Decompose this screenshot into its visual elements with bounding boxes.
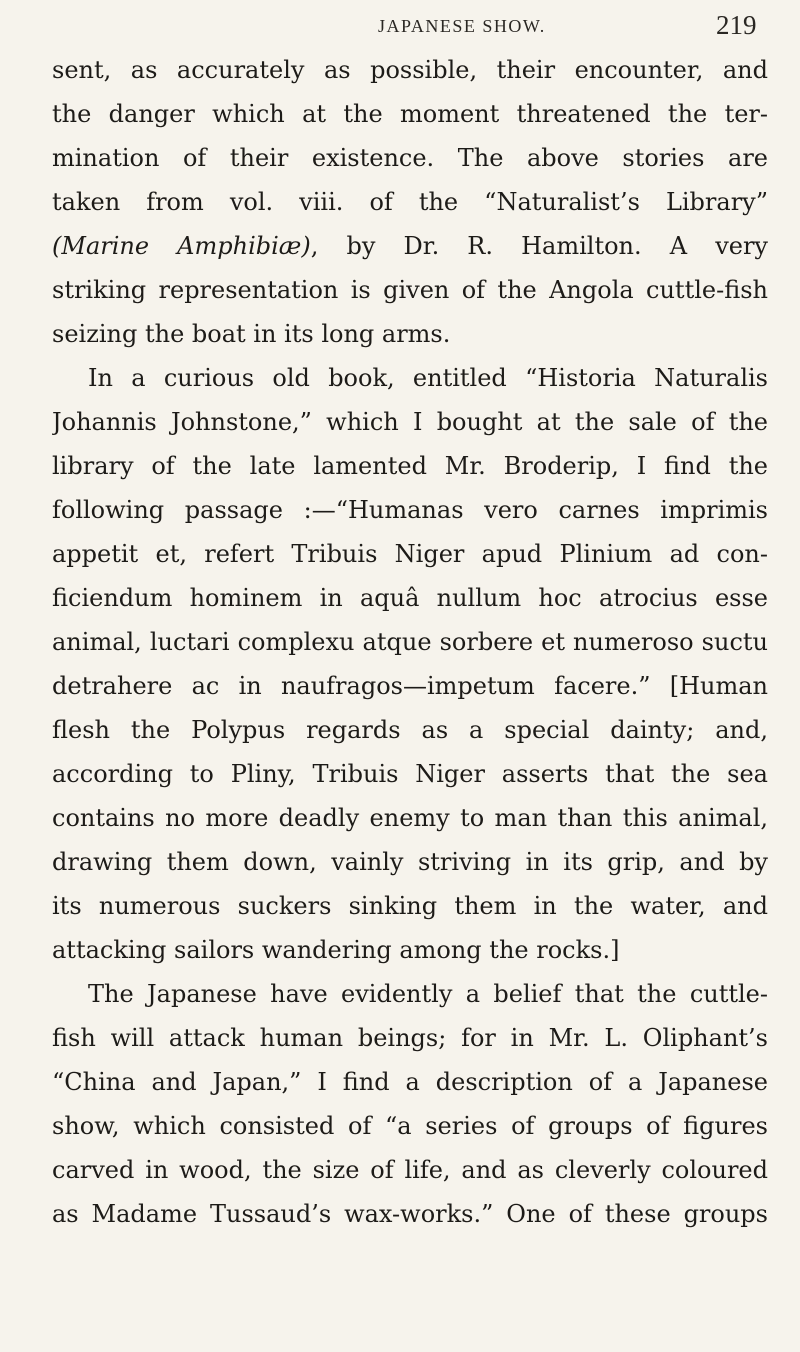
text-line: contains no more deadly enemy to man than this animal,	[52, 804, 768, 832]
text-line: taken from vol. viii. of the “Naturalist’s Library”	[52, 188, 768, 216]
text-line: appetit et, refert Tribuis Niger apud Plinium ad con-	[52, 540, 768, 568]
text-line: carved in wood, the size of life, and as cleverly coloured	[52, 1156, 768, 1184]
body-text	[52, 48, 768, 1236]
page-number: 219	[716, 10, 757, 40]
text-line: ficiendum hominem in aquâ nullum hoc atrocius esse	[52, 584, 768, 612]
text-line: the danger which at the moment threatened the ter-	[52, 100, 768, 128]
text-line: as Madame Tussaud’s wax-works.” One of these groups	[52, 1200, 768, 1228]
text-line: sent, as accurately as possible, their encounter, and	[52, 56, 768, 84]
text-line: detrahere ac in naufragos—impetum facere.” [Human	[52, 672, 768, 700]
text-line: animal, luctari complexu atque sorbere et numeroso suctu	[52, 628, 768, 656]
running-head	[0, 6, 800, 46]
text-line: In a curious old book, entitled “Historia Naturalis	[88, 364, 768, 392]
text-line: drawing them down, vainly striving in its grip, and by	[52, 848, 768, 876]
text-line: seizing the boat in its long arms.	[52, 320, 451, 348]
text-line-with-italic	[52, 224, 768, 268]
text-line: mination of their existence. The above stories are	[52, 144, 768, 172]
text-line: flesh the Polypus regards as a special dainty; and,	[52, 716, 768, 744]
text-line: fish will attack human beings; for in Mr. L. Oliphant’s	[52, 1024, 768, 1052]
text-line: following passage :—“Humanas vero carnes imprimis	[52, 496, 768, 524]
text-line-rest: , by Dr. R. Hamilton. A very	[310, 232, 768, 260]
italic-title: (Marine Amphibiæ)	[52, 232, 311, 260]
text-line: striking representation is given of the Angola cuttle-fish	[52, 276, 768, 304]
text-line: attacking sailors wandering among the rocks.]	[52, 936, 620, 964]
text-line: library of the late lamented Mr. Broderip, I find the	[52, 452, 768, 480]
text-line: its numerous suckers sinking them in the water, and	[52, 892, 768, 920]
running-head-title: JAPANESE SHOW.	[378, 16, 546, 36]
text-line: Johannis Johnstone,” which I bought at the sale of the	[52, 408, 768, 436]
text-line: The Japanese have evidently a belief that the cuttle-	[88, 980, 768, 1008]
text-line: according to Pliny, Tribuis Niger asserts that the sea	[52, 760, 768, 788]
text-line: show, which consisted of “a series of groups of figures	[52, 1112, 768, 1140]
text-line: “China and Japan,” I find a description of a Japanese	[52, 1068, 768, 1096]
